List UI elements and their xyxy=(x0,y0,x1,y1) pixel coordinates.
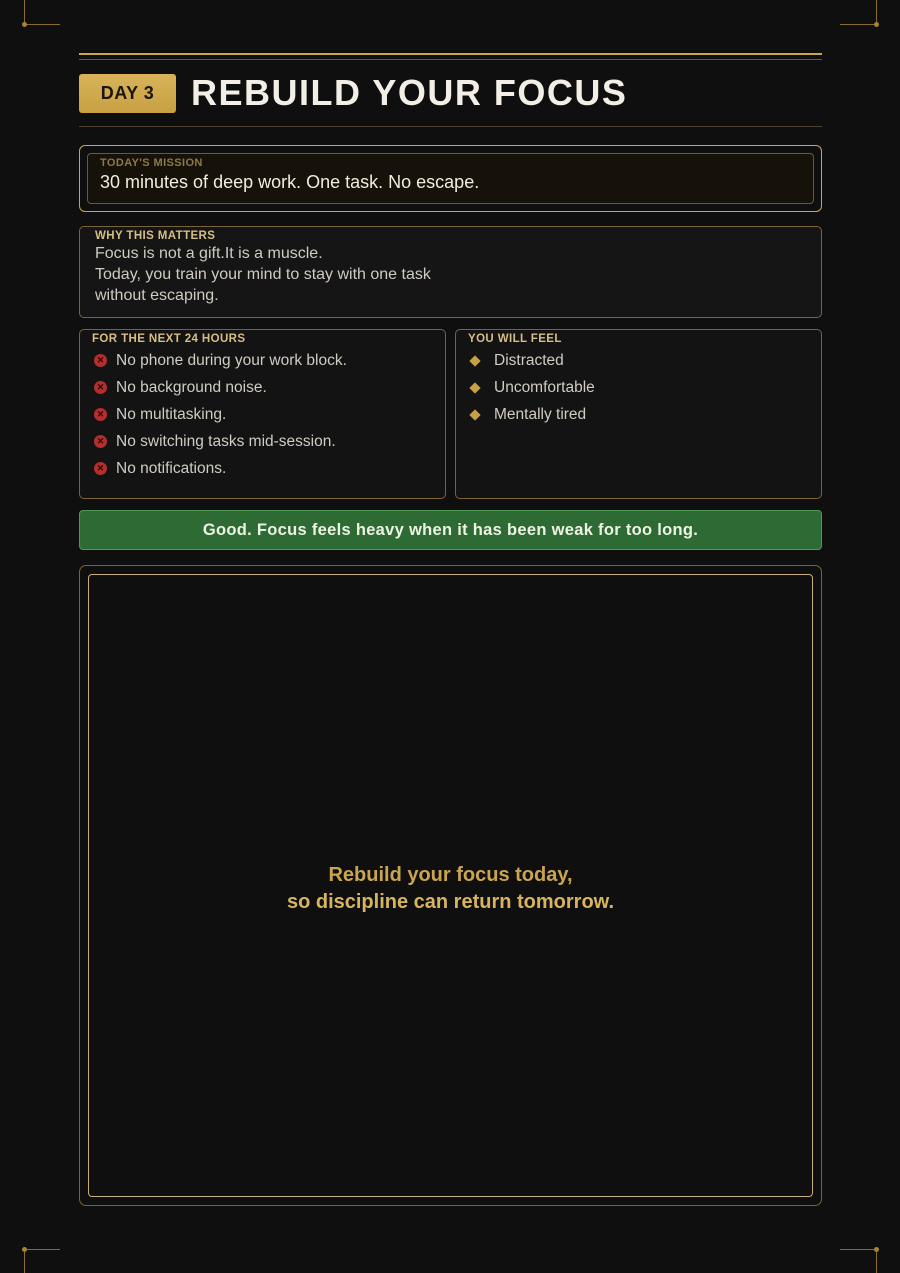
top-divider xyxy=(79,53,822,55)
rule-text: No phone during your work block. xyxy=(116,351,347,369)
list-item xyxy=(468,401,809,428)
quote-line-2: so discipline can return tomorrow. xyxy=(286,890,615,913)
quote-frame-inner xyxy=(88,574,813,1197)
list-item xyxy=(92,347,433,374)
x-circle-icon: ✕ xyxy=(94,354,107,367)
why-line: Focus is not a gift.It is a muscle. xyxy=(95,245,323,262)
x-circle-icon: ✕ xyxy=(94,435,107,448)
feeling-text: Distracted xyxy=(494,351,564,369)
x-circle-icon: ✕ xyxy=(94,462,107,475)
mission-label: TODAY'S MISSION xyxy=(100,157,203,169)
rule-text: No notifications. xyxy=(116,459,227,477)
mission-inner xyxy=(87,153,814,204)
feeling-text: Uncomfortable xyxy=(494,378,595,396)
quote-frame xyxy=(79,565,822,1206)
mission-text: 30 minutes of deep work. One task. No escape. xyxy=(100,172,480,192)
diamond-icon xyxy=(469,355,480,366)
page-content xyxy=(79,53,822,1206)
quote-line-1: Rebuild your focus today, xyxy=(328,863,573,886)
day-badge: DAY 3 xyxy=(79,74,176,113)
x-circle-icon: ✕ xyxy=(94,381,107,394)
why-label: WHY THIS MATTERS xyxy=(95,230,216,242)
feelings-label: YOU WILL FEEL xyxy=(468,333,562,345)
list-item xyxy=(92,455,433,482)
feeling-text: Mentally tired xyxy=(494,405,587,423)
header-divider xyxy=(79,126,822,127)
feelings-card xyxy=(455,329,822,499)
why-line: Today, you train your mind to stay with one task xyxy=(95,266,431,283)
rules-card xyxy=(79,329,446,499)
list-item xyxy=(92,401,433,428)
list-item xyxy=(92,428,433,455)
mission-card xyxy=(79,145,822,212)
rule-text: No switching tasks mid-session. xyxy=(116,432,336,450)
page-title: REBUILD YOUR FOCUS xyxy=(191,72,628,113)
list-item xyxy=(468,374,809,401)
rule-text: No background noise. xyxy=(116,378,267,396)
columns xyxy=(79,329,822,499)
x-circle-icon: ✕ xyxy=(94,408,107,421)
why-card xyxy=(79,226,822,318)
why-line: without escaping. xyxy=(95,287,219,304)
diamond-icon xyxy=(469,409,480,420)
list-item xyxy=(92,374,433,401)
diamond-icon xyxy=(469,382,480,393)
feelings-list xyxy=(468,347,809,428)
why-text xyxy=(95,243,806,306)
list-item xyxy=(468,347,809,374)
encouragement-banner: Good. Focus feels heavy when it has been weak for too long. xyxy=(79,510,822,550)
header xyxy=(79,60,822,126)
rules-label: FOR THE NEXT 24 HOURS xyxy=(92,333,246,345)
rule-text: No multitasking. xyxy=(116,405,227,423)
rules-list xyxy=(92,347,433,482)
